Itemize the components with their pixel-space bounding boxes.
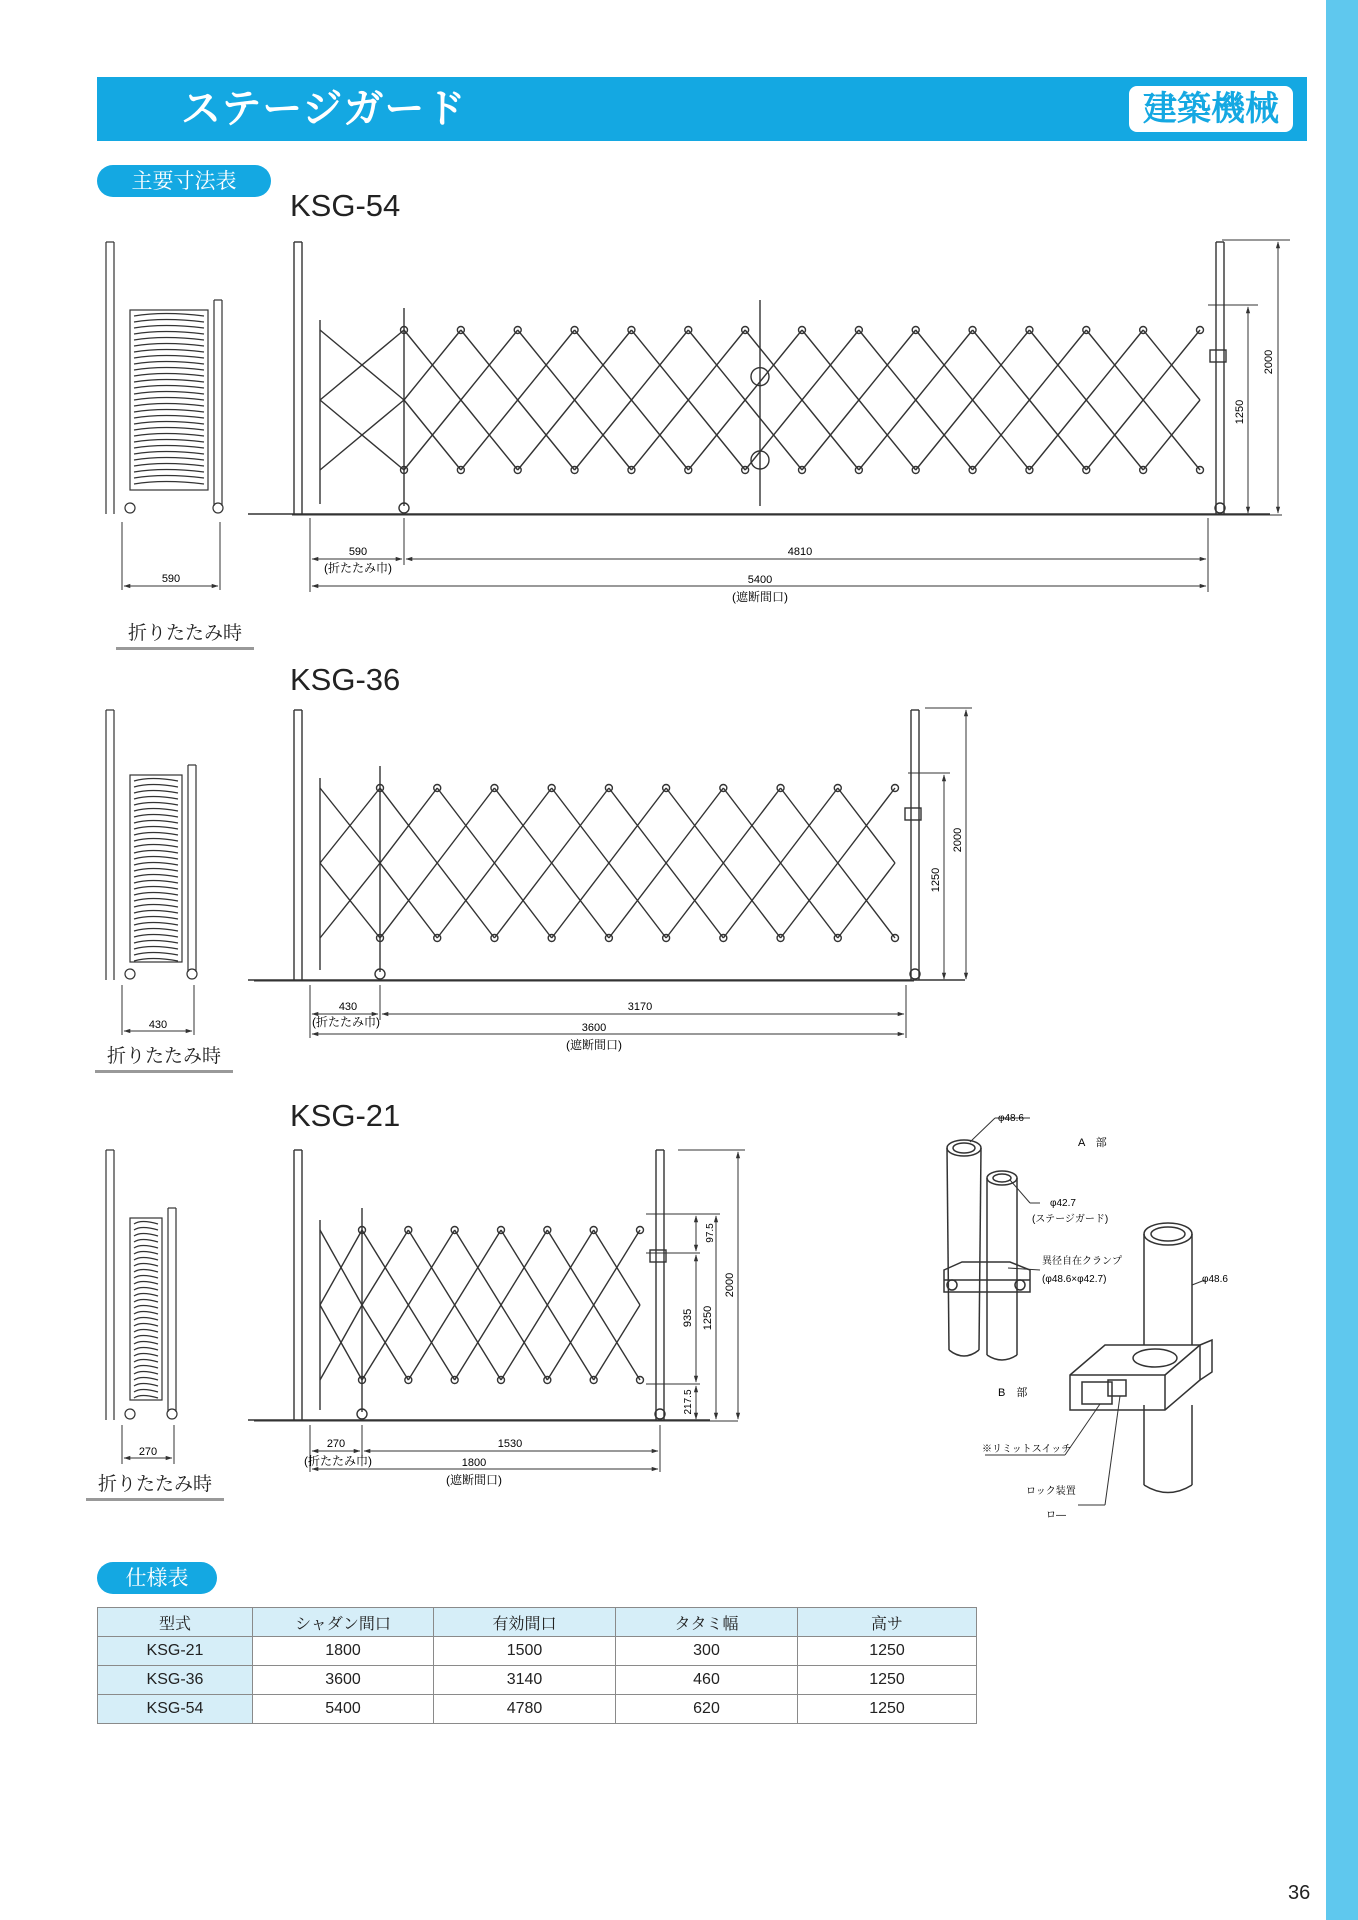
folded-bar: [134, 791, 178, 794]
folded-bar: [134, 1378, 158, 1381]
folded-bar: [134, 374, 204, 377]
category-badge: 建築機械: [1129, 86, 1293, 132]
folded-drawing-ksg36: [106, 710, 197, 980]
table-cell: 1250: [798, 1637, 977, 1666]
folded-bar: [134, 1318, 158, 1321]
folded-bar: [134, 899, 178, 902]
folded-bar: [134, 1252, 158, 1255]
page-edge-bar: [1326, 0, 1358, 1920]
dim-folded-width-ksg54: 590: [161, 573, 181, 585]
detail-pipe-b-note: (ステージガード): [1032, 1214, 1109, 1225]
folded-caption-ksg54: 折りたたみ時: [116, 618, 254, 650]
folded-bar: [134, 320, 204, 323]
folded-bar: [134, 1336, 158, 1339]
dim-gate-height-ksg21: 1250: [702, 1305, 714, 1331]
folded-bar: [134, 881, 178, 884]
folded-bar: [134, 440, 204, 443]
folded-bar: [134, 1228, 158, 1231]
folded-bar: [134, 398, 204, 401]
folded-bar: [134, 803, 178, 806]
caster: [213, 503, 223, 513]
folded-bar: [134, 869, 178, 872]
dim-folded-ksg36: 430: [338, 1001, 358, 1013]
detail-clamp-spec: (φ48.6×φ42.7): [1042, 1274, 1107, 1285]
table-cell: 460: [616, 1666, 798, 1695]
folded-bar: [134, 947, 178, 950]
caster: [125, 503, 135, 513]
folded-bar: [134, 833, 178, 836]
table-cell: 300: [616, 1637, 798, 1666]
folded-bar: [134, 1246, 158, 1249]
folded-bar: [134, 428, 204, 431]
detail-pipe-a: φ48.6: [998, 1113, 1024, 1124]
folded-bar: [134, 1240, 158, 1243]
folded-bar: [134, 809, 178, 812]
folded-bar: [134, 332, 204, 335]
folded-bar: [134, 779, 178, 782]
gate-drawing-ksg36: [248, 710, 965, 980]
folded-bar: [134, 797, 178, 800]
table-cell: 5400: [253, 1695, 434, 1724]
dim-total-ksg36: 3600: [581, 1022, 607, 1034]
dim-height-ksg36: 2000: [952, 827, 964, 853]
dim-total-ksg21: 1800: [461, 1457, 487, 1469]
table-cell: 620: [616, 1695, 798, 1724]
table-cell: KSG-21: [98, 1637, 253, 1666]
table-cell: KSG-54: [98, 1695, 253, 1724]
model-title-ksg36: KSG-36: [290, 662, 401, 697]
spec-table: [97, 1607, 977, 1724]
table-cell: 1500: [434, 1637, 616, 1666]
dim-total-note-ksg21: (遮断間口): [446, 1473, 502, 1487]
folded-bar: [134, 1384, 158, 1387]
folded-bar: [134, 1222, 158, 1225]
detail-lock: ロック装置: [1026, 1486, 1076, 1497]
dim-bottom-offset-ksg21: 217.5: [683, 1389, 694, 1415]
dim-effective-ksg54: 4810: [787, 546, 813, 558]
model-title-ksg21: KSG-21: [290, 1098, 401, 1133]
folded-bar: [134, 893, 178, 896]
folded-bar: [134, 458, 204, 461]
folded-bar: [134, 917, 178, 920]
folded-bar: [134, 1300, 158, 1303]
dim-effective-ksg21: 1530: [497, 1438, 523, 1450]
table-cell: KSG-36: [98, 1666, 253, 1695]
page-title: ステージガード: [181, 86, 467, 132]
dimension-lines-ksg36: [122, 708, 972, 1038]
folded-drawing-ksg54: [106, 242, 223, 514]
folded-bar: [134, 905, 178, 908]
folded-bar: [134, 785, 178, 788]
detail-part-b: B 部: [998, 1387, 1028, 1399]
dimensions-heading: 主要寸法表: [97, 165, 271, 197]
detail-pipe-b: φ42.7: [1050, 1198, 1076, 1209]
folded-bar: [134, 434, 204, 437]
table-cell: 1250: [798, 1666, 977, 1695]
detail-limit-switch: ※リミットスイッチ: [982, 1444, 1072, 1455]
folded-bar: [134, 338, 204, 341]
folded-bar: [134, 821, 178, 824]
detail-lock-sub: ロ―: [1046, 1510, 1066, 1521]
folded-bar: [134, 923, 178, 926]
folded-bar: [134, 350, 204, 353]
spec-col-effective-width: 有効間口: [434, 1608, 616, 1637]
folded-bar: [134, 1282, 158, 1285]
folded-bar: [134, 1372, 158, 1375]
folded-bar: [134, 392, 204, 395]
folded-bar: [134, 380, 204, 383]
folded-bar: [134, 368, 204, 371]
folded-bar: [134, 386, 204, 389]
dim-total-note-ksg36: (遮断間口): [566, 1038, 622, 1052]
spec-col-height: 高サ: [798, 1608, 977, 1637]
folded-bar: [134, 953, 178, 956]
folded-bar: [134, 1264, 158, 1267]
detail-pipe-c: φ48.6: [1202, 1274, 1228, 1285]
folded-bar: [134, 1288, 158, 1291]
dim-folded-ksg54: 590: [348, 546, 368, 558]
folded-bar: [134, 1276, 158, 1279]
table-cell: 4780: [434, 1695, 616, 1724]
folded-bar: [134, 1390, 158, 1393]
spec-heading: 仕様表: [97, 1562, 217, 1594]
folded-bar: [134, 344, 204, 347]
gate-drawing-ksg21: [248, 1150, 710, 1420]
folded-bar: [134, 935, 178, 938]
folded-bar: [134, 314, 204, 317]
table-row: [98, 1666, 977, 1695]
folded-bar: [134, 1360, 158, 1363]
caster: [125, 969, 135, 979]
caster: [167, 1409, 177, 1419]
folded-bar: [134, 404, 204, 407]
folded-caption-ksg36: 折りたたみ時: [95, 1041, 233, 1073]
dim-gate-height-ksg36: 1250: [930, 867, 942, 893]
dim-folded-note-ksg21: (折たたみ巾): [304, 1454, 372, 1468]
folded-bar: [134, 1312, 158, 1315]
folded-bar: [134, 857, 178, 860]
folded-bar: [134, 1306, 158, 1309]
dim-total-ksg54: 5400: [747, 574, 773, 586]
page-number: 36: [1288, 1882, 1311, 1904]
folded-bar: [134, 911, 178, 914]
table-row: [98, 1637, 977, 1666]
folded-bar: [134, 827, 178, 830]
dimension-lines-ksg21: [122, 1150, 745, 1472]
spec-col-folded-width: タタミ幅: [616, 1608, 798, 1637]
folded-bar: [134, 1258, 158, 1261]
folded-bar: [134, 356, 204, 359]
folded-bar: [134, 1366, 158, 1369]
folded-bar: [134, 470, 204, 473]
folded-bar: [134, 422, 204, 425]
folded-bar: [134, 959, 178, 962]
spec-col-model: 型式: [98, 1608, 253, 1637]
dim-effective-ksg36: 3170: [627, 1001, 653, 1013]
table-cell: 1250: [798, 1695, 977, 1724]
folded-bar: [134, 1348, 158, 1351]
detail-part-a: A 部: [1078, 1137, 1107, 1149]
folded-bar: [134, 464, 204, 467]
folded-drawing-ksg21: [106, 1150, 177, 1420]
dim-gate-height-ksg54: 1250: [1234, 399, 1246, 425]
dim-folded-note-ksg36: (折たたみ巾): [312, 1015, 380, 1029]
folded-bar: [134, 446, 204, 449]
gate-drawing-ksg54: [248, 242, 1270, 514]
clamp-detail-drawing: [944, 1140, 1212, 1493]
folded-bar: [134, 326, 204, 329]
folded-bar: [134, 1234, 158, 1237]
folded-bar: [134, 1324, 158, 1327]
folded-bar: [134, 875, 178, 878]
dim-folded-width-ksg36: 430: [148, 1019, 168, 1031]
folded-bar: [134, 845, 178, 848]
folded-bar: [134, 410, 204, 413]
folded-bar: [134, 416, 204, 419]
table-cell: 3600: [253, 1666, 434, 1695]
spec-table-header-row: [98, 1608, 977, 1637]
caster: [187, 969, 197, 979]
folded-bar: [134, 1270, 158, 1273]
folded-bar: [134, 1294, 158, 1297]
folded-bar: [134, 851, 178, 854]
folded-bar: [134, 1342, 158, 1345]
folded-bar: [134, 362, 204, 365]
dimension-lines-ksg54: [122, 240, 1290, 592]
table-cell: 1800: [253, 1637, 434, 1666]
table-row: [98, 1695, 977, 1724]
dim-folded-note-ksg54: (折たたみ巾): [324, 561, 392, 575]
folded-bar: [134, 941, 178, 944]
folded-bar: [134, 476, 204, 479]
dim-inner-height-ksg21: 935: [682, 1308, 694, 1328]
dim-folded-ksg21: 270: [326, 1438, 346, 1450]
caster: [125, 1409, 135, 1419]
folded-bar: [134, 815, 178, 818]
detail-clamp: 異径自在クランプ: [1042, 1256, 1122, 1267]
folded-bar: [134, 1396, 158, 1399]
folded-bar: [134, 929, 178, 932]
folded-bar: [134, 887, 178, 890]
model-title-ksg54: KSG-54: [290, 188, 401, 223]
folded-bar: [134, 839, 178, 842]
spec-col-shutter-width: シャダン間口: [253, 1608, 434, 1637]
folded-bar: [134, 452, 204, 455]
dim-height-ksg21: 2000: [724, 1272, 736, 1298]
dim-folded-width-ksg21: 270: [138, 1446, 158, 1458]
table-cell: 3140: [434, 1666, 616, 1695]
folded-caption-ksg21: 折りたたみ時: [86, 1469, 224, 1501]
dim-top-offset-ksg21: 97.5: [705, 1223, 716, 1243]
folded-bar: [134, 1330, 158, 1333]
dim-total-note-ksg54: (遮断間口): [732, 590, 788, 604]
dim-height-ksg54: 2000: [1263, 349, 1275, 375]
folded-bar: [134, 482, 204, 485]
folded-bar: [134, 863, 178, 866]
folded-bar: [134, 1354, 158, 1357]
